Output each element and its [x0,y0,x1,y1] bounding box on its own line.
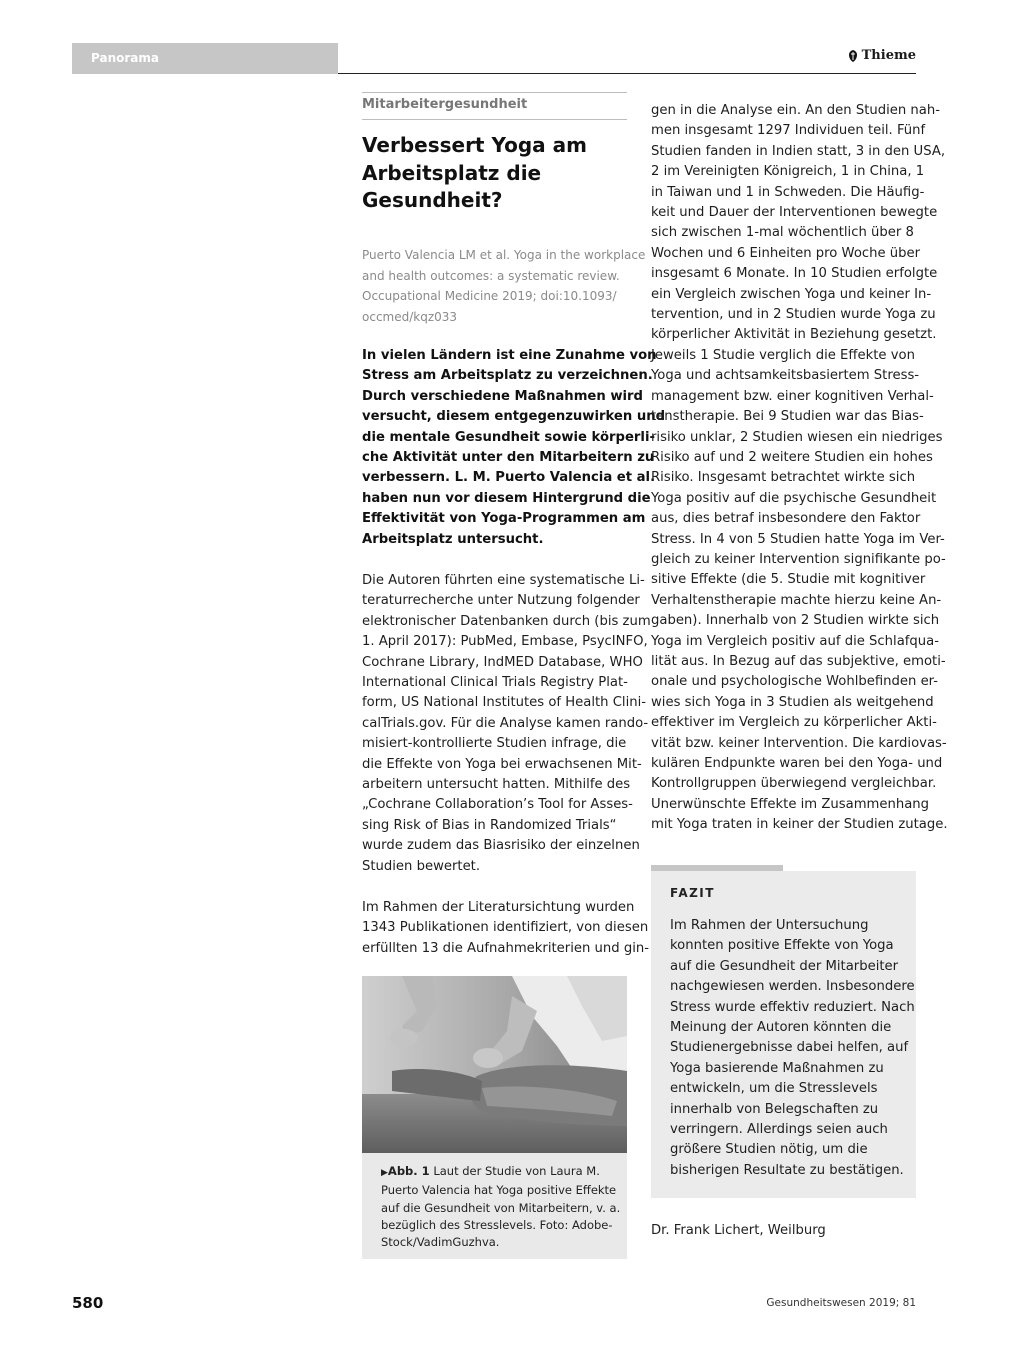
article-rubric: Mitarbeitergesundheit [362,97,528,112]
body-line: lität aus. In Bezug auf das subjektive, emoti- [651,653,946,669]
paragraph-results [651,101,948,836]
citation-line: occmed/kqz033 [362,310,458,325]
header-rule [338,73,916,74]
fazit-line: nachgewiesen werden. Insbesondere [670,979,915,995]
fazit-line: Studienergebnisse dabei helfen, auf [670,1040,909,1056]
caption-line-first [381,1163,613,1182]
body-line: gleich zu keiner Intervention signifikante po- [651,551,946,567]
body-line: Kontrollgruppen überwiegend vergleichbar. [651,776,937,792]
body-line: körperlicher Aktivität in Beziehung gesetzt. [651,327,937,343]
triangle-marker-icon: ▶ [381,1168,388,1178]
body-line: Stress. In 4 von 5 Studien hatte Yoga im Ver- [651,531,945,547]
body-line: erfüllten 13 die Aufnahmekriterien und gin- [362,940,649,956]
rubric-rule-bottom [362,119,627,120]
fazit-line: entwickeln, um die Stresslevels [670,1081,878,1097]
body-line: kulären Endpunkte waren bei den Yoga- und [651,756,943,771]
body-line: 1343 Publikationen identifiziert, von diesen [362,920,649,936]
body-line: onale und psychologische Wohlbefinden er- [651,674,939,690]
body-line: Yoga positiv auf die psychische Gesundheit [651,490,937,506]
body-line: die Effekte von Yoga bei erwachsenen Mit- [362,756,642,772]
body-line: International Clinical Trials Registry Plat- [362,675,628,691]
body-line: Wochen und 6 Einheiten pro Woche über [651,245,921,261]
lead-line: die mentale Gesundheit sowie körperli- [362,429,655,445]
citation-line: Puerto Valencia LM et al. Yoga in the workplace [362,248,646,262]
yoga-photo [362,976,627,1153]
body-line: mit Yoga traten in keiner der Studien zutage. [651,817,948,833]
fazit-line: Meinung der Autoren könnten die [670,1020,892,1036]
citation-line: and health outcomes: a systematic review. [362,268,620,283]
body-line: gen in die Analyse ein. An den Studien nah- [651,103,940,118]
body-line: calTrials.gov. Für die Analyse kamen rando- [362,715,649,731]
body-line: misiert-kontrollierte Studien infrage, die [362,736,627,752]
title-line: Verbessert Yoga am [362,133,587,157]
body-line: vität bzw. keiner Intervention. Die kardiovas- [651,735,947,751]
figure-label: Abb. 1 [387,1164,430,1178]
body-line: tenstherapie. Bei 9 Studien war das Bias- [651,409,924,425]
lead-line: che Aktivität unter den Mitarbeitern zu [362,450,655,466]
figure-caption [381,1163,621,1251]
rubric-rule-top [362,92,627,93]
fazit-line: Im Rahmen der Untersuchung [670,918,869,933]
body-line: sing Risk of Bias in Randomized Trials“ [362,817,617,833]
body-line: „Cochrane Collaboration’s Tool for Asses- [362,797,633,813]
body-line: Yoga und achtsamkeitsbasiertem Stress- [651,368,920,384]
fazit-line: Stress wurde effektiv reduziert. Nach [670,999,915,1015]
body-line: keit und Dauer der Interventionen bewegte [651,205,938,221]
lead-line: Durch verschiedene Maßnahmen wird [362,388,644,404]
lead-line: Stress am Arbeitsplatz zu verzeichnen. [362,368,653,384]
body-line: Verhaltenstherapie machte hierzu keine An- [651,592,942,608]
body-line: Studien fanden in Indien statt, 3 in den USA, [651,143,946,159]
article-lead [362,346,666,550]
title-line: Gesundheit? [362,188,503,212]
body-line: Die Autoren führten eine systematische Li- [362,573,645,588]
body-line: ein Vergleich zwischen Yoga und keiner In- [651,286,932,302]
body-line: aus, dies betraf insbesondere den Faktor [651,511,921,527]
body-line: Studien bewertet. [362,858,481,874]
body-line: men insgesamt 1297 Individuen teil. Fünf [651,123,926,139]
lead-line: Effektivität von Yoga-Programmen am [362,511,646,527]
yoga-meditation-image [362,976,627,1153]
body-line: Cochrane Library, IndMED Database, WHO [362,654,643,670]
title-line: Arbeitsplatz die [362,160,542,185]
citation-line: Occupational Medicine 2019; doi:10.1093/ [362,289,617,304]
article-title [362,132,627,215]
thieme-logo-icon [848,50,858,62]
body-line: Unerwünschte Effekte im Zusammenhang [651,796,930,812]
fazit-line: innerhalb von Belegschaften zu [670,1101,879,1117]
fazit-line: Yoga basierende Maßnahmen zu [670,1060,884,1076]
body-line: wies sich Yoga in 3 Studien als weitgehend [651,694,934,710]
fazit-line: bisherigen Resultate zu bestätigen. [670,1162,904,1178]
body-line: in Taiwan und 1 in Schweden. Die Häufig- [651,184,925,200]
publisher-brand [848,48,916,63]
article-author: Dr. Frank Lichert, Weilburg [651,1223,826,1238]
body-line: tervention, und in 2 Studien wurde Yoga zu [651,307,936,323]
body-line: elektronischer Datenbanken durch (bis zum [362,613,651,629]
caption-line: bezüglich des Stresslevels. Foto: Adobe- [381,1217,613,1232]
publisher-name: Thieme [861,48,916,63]
journal-reference: Gesundheitswesen 2019; 81 [766,1297,916,1309]
lead-line: verbessern. L. M. Puerto Valencia et al. [362,470,656,486]
body-line: wurde zudem das Biasrisiko der einzelnen [362,838,640,854]
paragraph-methods [362,571,651,877]
body-line: sitive Effekte (die 5. Studie mit kognitiver [651,572,926,588]
body-line: effektiver im Vergleich zu körperlicher Akti- [651,715,937,731]
caption-text: Laut der Studie von Laura M. [429,1164,600,1178]
body-line: Yoga im Vergleich positiv auf die Schlafqua- [651,633,939,649]
lead-line: Arbeitsplatz untersucht. [362,531,544,547]
fazit-line: größere Studien nötig, um die [670,1142,868,1158]
fazit-line: auf die Gesundheit der Mitarbeiter [670,958,899,974]
caption-line: Puerto Valencia hat Yoga positive Effekte [381,1183,617,1198]
body-line: sich zwischen 1-mal wöchentlich über 8 [651,225,914,241]
fazit-text [670,916,915,1181]
body-line: teraturrecherche unter Nutzung folgender [362,593,640,609]
body-line: Risiko auf und 2 weitere Studien ein hohes [651,449,933,465]
body-line: Im Rahmen der Literatursichtung wurden [362,900,635,915]
article-citation [362,245,646,328]
body-line: Risiko. Insgesamt betrachtet wirkte sich [651,470,916,486]
body-line: 1. April 2017): PubMed, Embase, PsycINFO, [362,634,648,650]
lead-line: In vielen Ländern ist eine Zunahme von [362,348,657,363]
lead-line: haben nun vor diesem Hintergrund die [362,490,651,506]
lead-line: versucht, diesem entgegenzuwirken und [362,409,666,425]
body-line: arbeitern untersucht hatten. Mithilfe des [362,777,631,793]
body-line: gaben). Innerhalb von 2 Studien wirkte sich [651,613,940,629]
body-line: 2 im Vereinigten Königreich, 1 in China, 1 [651,164,925,180]
caption-line: auf die Gesundheit von Mitarbeitern, v. a. [381,1200,621,1215]
fazit-line: konnten positive Effekte von Yoga [670,938,894,954]
body-line: risiko unklar, 2 Studien wiesen ein niedriges [651,429,943,445]
fazit-title: FAZIT [670,886,715,900]
caption-line: Stock/VadimGuzhva. [381,1235,500,1250]
body-line: Jeweils 1 Studie verglich die Effekte von [651,347,915,363]
body-line: form, US National Institutes of Health Clini- [362,695,647,711]
body-line: insgesamt 6 Monate. In 10 Studien erfolgte [651,266,938,282]
page-number: 580 [72,1294,104,1312]
section-label: Panorama [72,43,338,74]
body-line: management bzw. einer kognitiven Verhal- [651,388,934,404]
fazit-line: verringern. Allerdings seien auch [670,1122,888,1138]
paragraph-results-start [362,898,649,959]
